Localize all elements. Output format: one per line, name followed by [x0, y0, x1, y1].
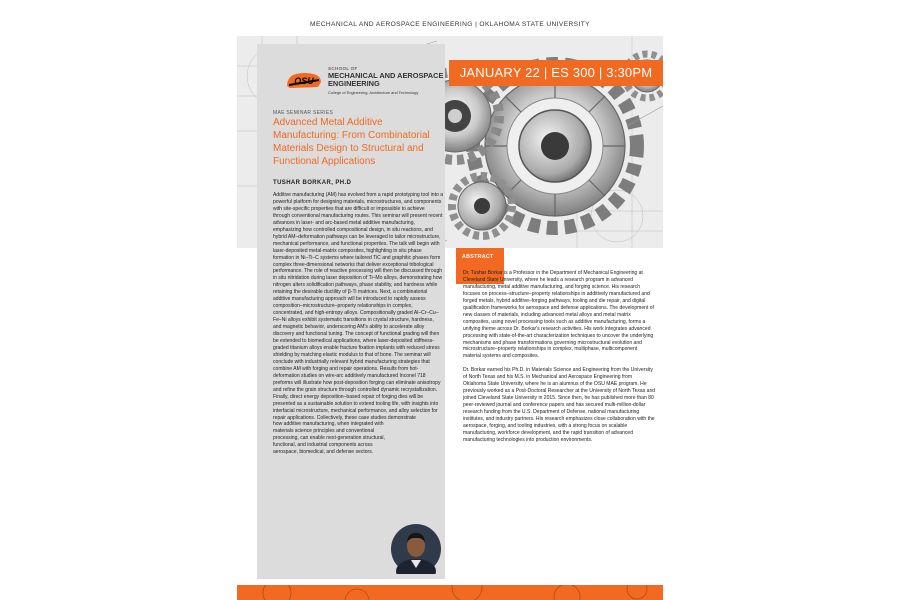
seminar-flyer: [237, 36, 663, 600]
series-label: MAE SEMINAR SERIES: [273, 110, 334, 116]
abstract-body: [273, 192, 443, 456]
speaker-bio: [463, 270, 656, 451]
event-date-banner: JANUARY 22 | ES 300 | 3:30PM: [449, 60, 663, 86]
osu-logo-icon: [285, 70, 323, 90]
abstract-paragraph-2: how additive manufacturing, when integrated with materials science principles and conventional processing, can enable next-generation structural, functional, and industrial components across aerospace, biomedical, and defense sectors.: [273, 421, 385, 456]
abstract-heading: ABSTRACT: [462, 254, 494, 260]
top-affiliation-line: MECHANICAL AND AEROSPACE ENGINEERING | OKLAHOMA STATE UNIVERSITY: [310, 21, 590, 28]
abstract-sidebar: [257, 44, 445, 579]
svg-text:OSU: OSU: [294, 76, 314, 86]
school-label: SCHOOL OF: [328, 66, 358, 71]
talk-title: Advanced Metal Additive Manufacturing: From Combinatorial Materials Design to Structural and Functional Applications: [273, 117, 430, 167]
bio-paragraph-2: Dr. Borkar earned his Ph.D. in Materials Science and Engineering from the University of North Texas and his M.S. in Mechanical and Aerospace Engineering from Oklahoma State University, where he is an alumnus of the OSU MAE program. He previously worked as a Post-Doctoral Researcher at the University of North Texas and joined Cleveland State University in 2015. Since then, he has published more than 80 peer-reviewed journal and conference papers and has secured multi-million-dollar research funding from the U.S. Department of Defense, national manufacturing institutes, and industry partners. His research emphasizes close collaboration with the aerospace, forging, and tooling industries, with a strong focus on scalable manufacturing, workforce development, and the rapid transition of advanced manufacturing technologies into production environments.: [463, 367, 656, 443]
department-name: MECHANICAL AND AEROSPACE ENGINEERING: [328, 71, 444, 88]
abstract-paragraph-1: Additive manufacturing (AM) has evolved from a rapid prototyping tool into a powerful platform for designing materials, microstructures, and components with site-specific properties that are difficult or impossible to achieve through conventional manufacturing routes. This seminar will present recent advances in laser- and arc-based metal additive manufacturing, emphasizing how controlled compositional design, in situ reactions, and hybrid AM–deformation pathways can be leveraged to tailor microstructure, mechanical performance, and functional properties. The talk will begin with laser-deposited metal-matrix composites, highlighting in situ phase formation in Ni–Ti–C systems where tailored TiC and graphitic phases form complex three-dimensional networks that deliver exceptional tribological performance. The role of reactive processing will then be discussed through in situ nitridation during laser deposition of Ti–Mo alloys, demonstrating how nitrogen alters solidification pathways, phase stability, and hardness while retaining the desirable ductility of β-Ti matrices. Next, a combinatorial additive manufacturing approach will be introduced to rapidly assess composition–microstructure–property relationships in complex, concentrated, and high-entropy alloys. Compositionally graded Al–Cr–Cu–Fe–Ni alloys exhibit systematic transitions in crystal structure, hardness, and magnetic behavior, underscoring AM's ability to accelerate alloy discovery and functional tuning. The concept of functional grading will then be extended to biomedical applications, where laser-deposited stiffness-graded titanium alloys enable fracture fixation implants with reduced stress shielding by matching elastic modulus to that of bone. The seminar will conclude with industrially relevant hybrid manufacturing strategies that combine AM with forging and repair operations. Results from hot-deformation studies on wire-arc additively manufactured Inconel 718 preforms will illustrate how post-deposition forging can eliminate anisotropy and refine the grain structure through controlled dynamic recrystallization. Finally, direct energy deposition–based repair of forging dies will be presented as a sustainable solution to extend tooling life, with insights into interfacial microstructure, mechanical performance, and alloy selection for repair applications. Collectively, these case studies demonstrate: [273, 192, 443, 421]
bio-paragraph-1: Dr. Tushar Borkar is a Professor in the Department of Mechanical Engineering at Cleveland State University, where he leads a research program in advanced manufacturing, metal additive manufacturing, and forging science. His research focuses on process–structure–property relationships in additively manufactured and forged metals, hybrid additive–forging pathways, tooling and die repair, and digital qualification frameworks for aerospace and defense applications. The development of new classes of materials, including advanced metal alloys and metal matrix composites, using novel processing tools such as additive manufacturing, forms a unifying theme across Dr. Borkar's research activities. His work integrates advanced processing with state-of-the-art characterization techniques to uncover the underlying mechanisms and phase transformations governing microstructural evolution and microstructure–property relationships in complex, multiphase, multicomponent material systems and composites.: [463, 270, 654, 360]
college-name: College of Engineering, Architecture and Technology: [328, 90, 419, 95]
speaker-portrait: [391, 524, 441, 574]
speaker-name: TUSHAR BORKAR, PH.D: [273, 180, 352, 186]
footer-gear-band: [237, 585, 663, 600]
